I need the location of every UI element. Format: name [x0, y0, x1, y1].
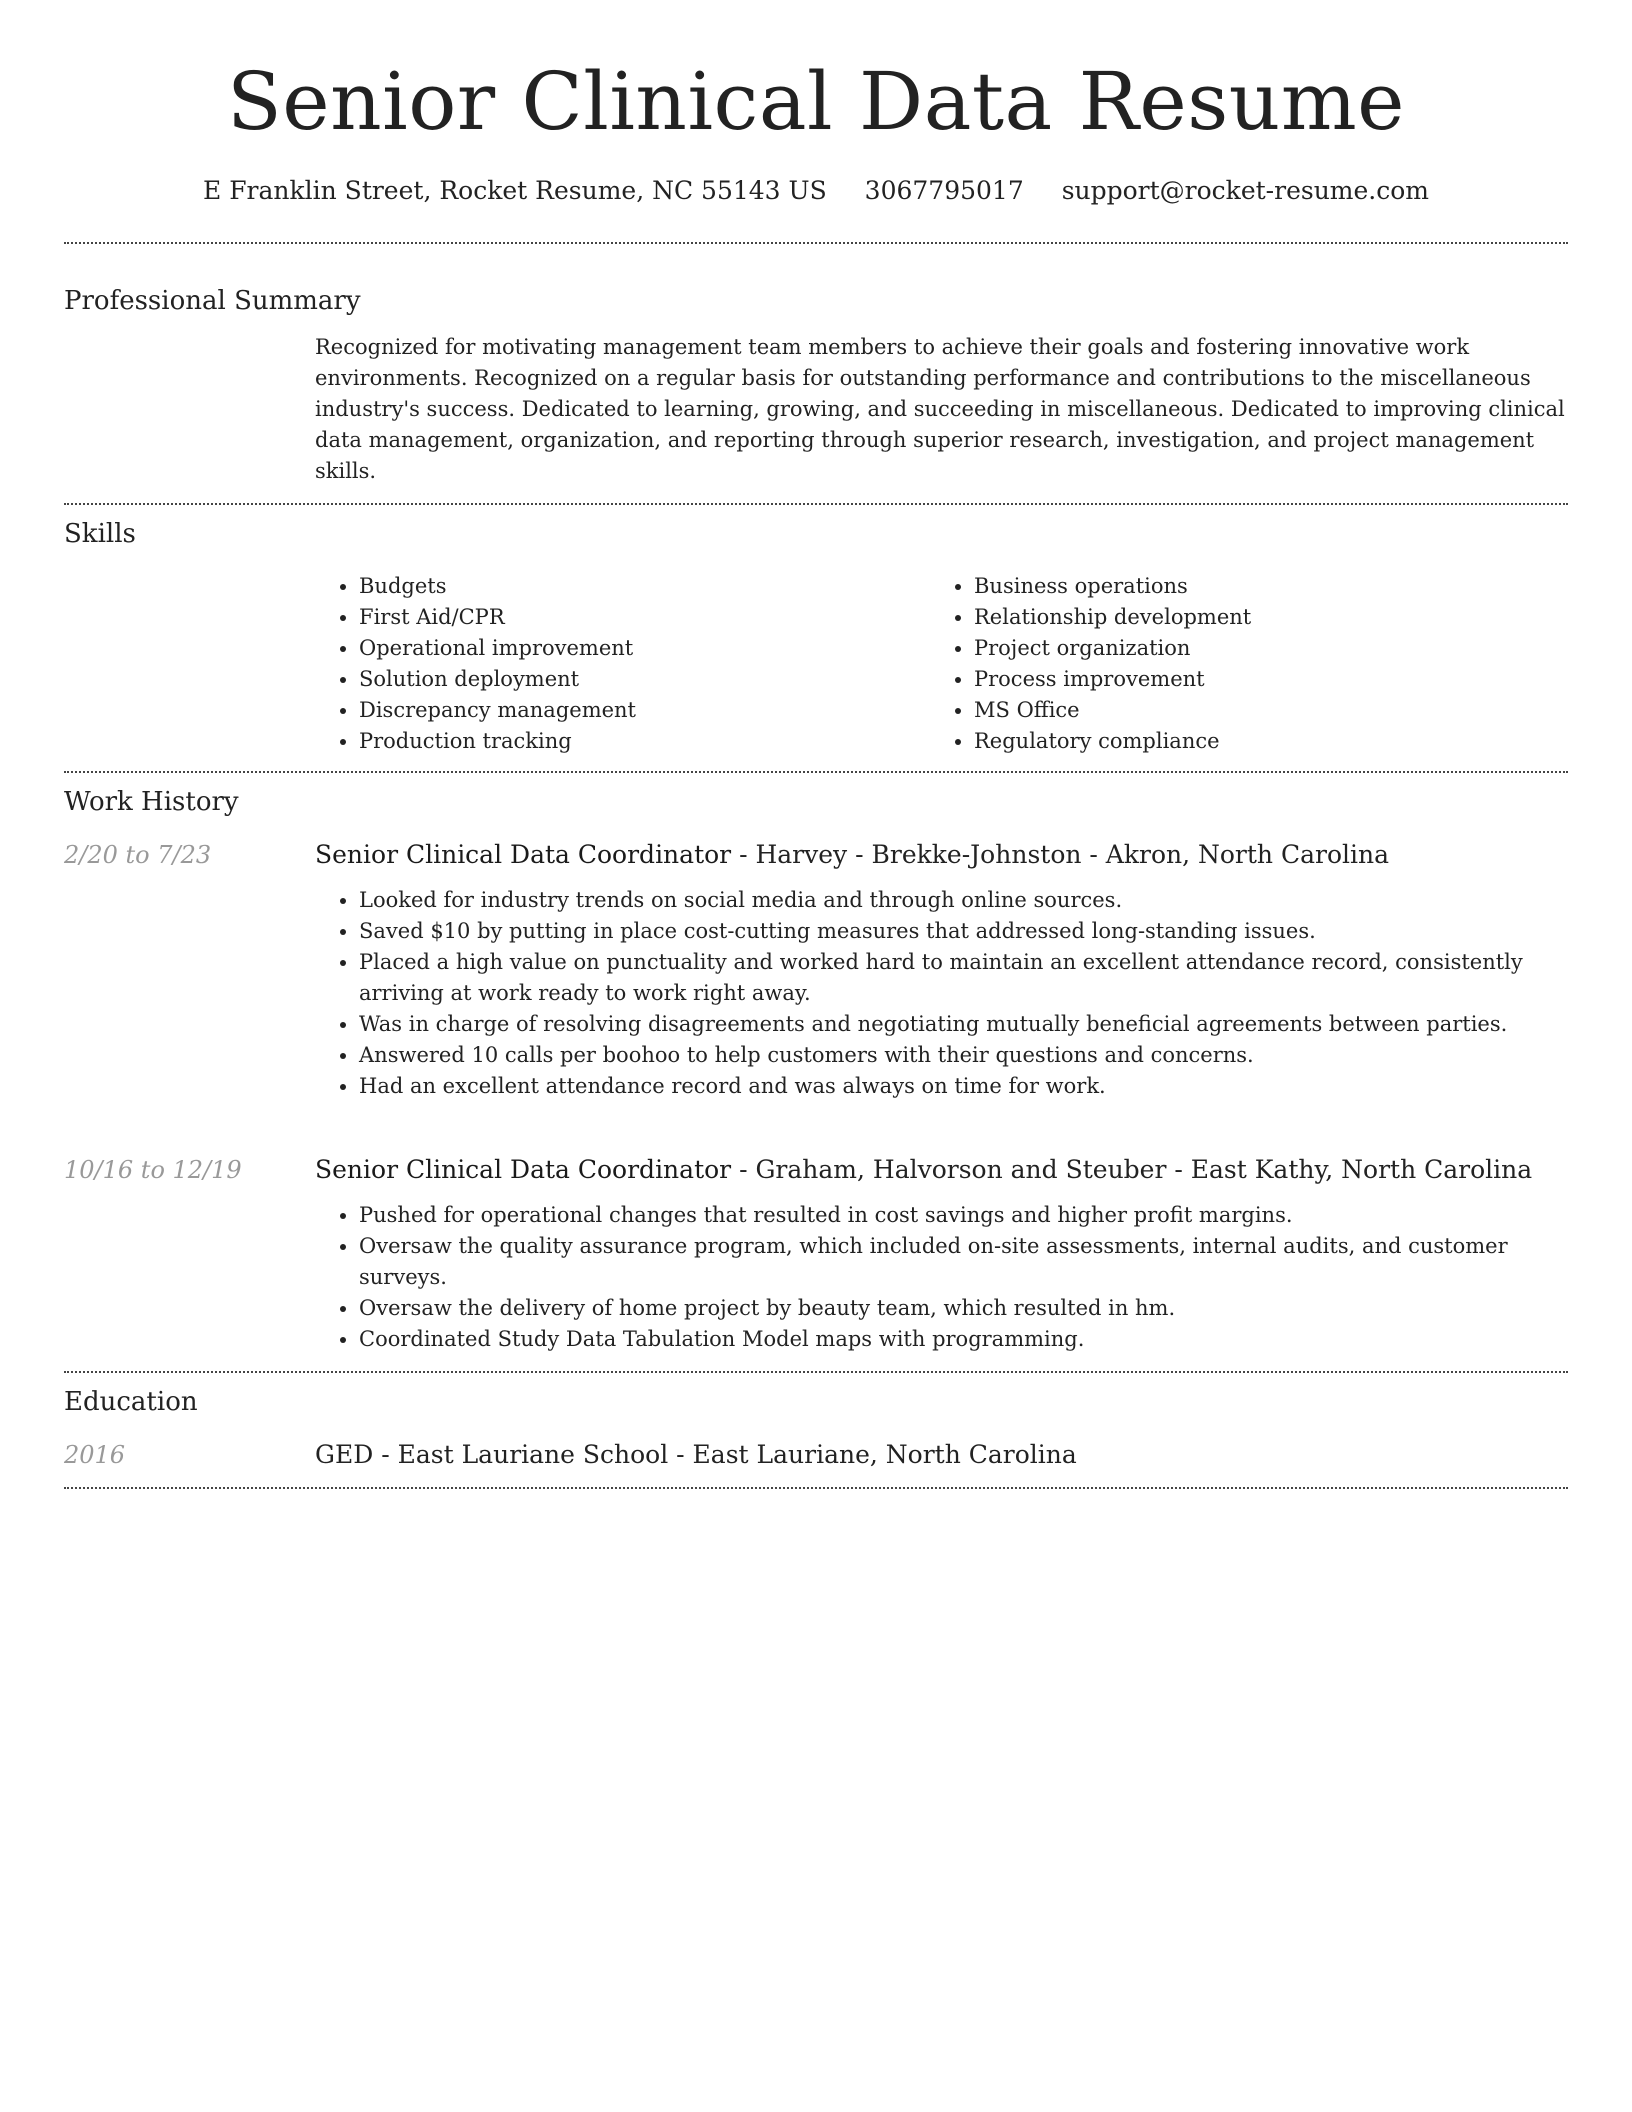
section-divider	[64, 503, 1568, 505]
work-history-heading: Work History	[64, 787, 239, 817]
job-bullet: • Placed a high value on punctuality and worked hard to maintain an excellent attendance record, consistently arriving at work ready to work right away.	[359, 947, 1568, 1009]
job-entry	[64, 1152, 1568, 1371]
skill-item: • Operational improvement	[359, 633, 930, 664]
job-dates: 10/16 to 12/19	[64, 1156, 242, 1184]
job-bullets	[315, 1200, 1568, 1371]
section-divider	[64, 242, 1568, 244]
skill-item: • Process improvement	[974, 664, 1545, 695]
summary-section	[64, 284, 1568, 503]
summary-text: Recognized for motivating management team members to achieve their goals and fostering innovative work environments. Recognized on a regular basis for outstanding performance and contributions to the miscellaneous industry's success. Dedicated to learning, growing, and succeeding in miscellaneous. Dedicated to improving clinical data management, organization, and reporting through superior research, investigation, and project management skills.	[315, 335, 1565, 483]
skill-item: • MS Office	[974, 695, 1545, 726]
section-divider	[64, 1371, 1568, 1373]
education-heading: Education	[64, 1387, 198, 1417]
education-year: 2016	[64, 1441, 126, 1469]
skill-item: • Budgets	[359, 571, 930, 602]
skill-item: • Project organization	[974, 633, 1545, 664]
job-dates: 2/20 to 7/23	[64, 841, 212, 869]
summary-heading: Professional Summary	[64, 286, 361, 316]
job-bullet: • Looked for industry trends on social media and through online sources.	[359, 885, 1568, 916]
skills-list-left	[315, 571, 930, 757]
job-bullet: • Oversaw the quality assurance program, which included on-site assessments, internal audits, and customer surveys.	[359, 1231, 1568, 1293]
skill-item: • Business operations	[974, 571, 1545, 602]
skill-item: • Regulatory compliance	[974, 726, 1545, 757]
job-title	[315, 1152, 1568, 1188]
job-bullet: • Saved $10 by putting in place cost-cutting measures that addressed long-standing issues.	[359, 916, 1568, 947]
job-title	[315, 837, 1568, 873]
contact-phone: 3067795017	[864, 176, 1024, 205]
job-details: - Harvey - Brekke-Johnston - Akron, North Carolina	[731, 840, 1390, 869]
skill-item: • Discrepancy management	[359, 695, 930, 726]
skill-item: • Production tracking	[359, 726, 930, 757]
education-entry: GED - East Lauriane School - East Lauriane, North Carolina	[315, 1440, 1077, 1469]
job-role: Senior Clinical Data Coordinator	[315, 840, 732, 869]
section-divider	[64, 1487, 1568, 1489]
job-bullets	[315, 885, 1568, 1112]
job-bullet: • Oversaw the delivery of home project by beauty team, which resulted in hm.	[359, 1293, 1568, 1324]
resume-header	[64, 0, 1568, 208]
job-bullet: • Was in charge of resolving disagreements and negotiating mutually beneficial agreements between parties.	[359, 1009, 1568, 1040]
contact-address: E Franklin Street, Rocket Resume, NC 55143 US	[203, 176, 827, 205]
skills-heading: Skills	[64, 519, 136, 549]
skill-item: • First Aid/CPR	[359, 602, 930, 633]
job-bullet: • Answered 10 calls per boohoo to help customers with their questions and concerns.	[359, 1040, 1568, 1071]
job-bullet: • Had an excellent attendance record and was always on time for work.	[359, 1071, 1568, 1102]
job-bullet: • Pushed for operational changes that resulted in cost savings and higher profit margins.	[359, 1200, 1568, 1231]
contact-email: support@rocket-resume.com	[1061, 176, 1429, 205]
skill-item: • Solution deployment	[359, 664, 930, 695]
skills-grid	[315, 571, 1568, 771]
skill-item: • Relationship development	[974, 602, 1545, 633]
job-details: - Graham, Halvorson and Steuber - East Kathy, North Carolina	[731, 1155, 1533, 1184]
skills-section	[64, 517, 1568, 771]
skills-list-right	[930, 571, 1545, 757]
contact-line	[64, 174, 1568, 208]
job-bullet: • Coordinated Study Data Tabulation Model maps with programming.	[359, 1324, 1568, 1355]
resume-name: Senior Clinical Data Resume	[226, 55, 1406, 148]
section-divider	[64, 771, 1568, 773]
education-section	[64, 1385, 1568, 1487]
job-entry	[64, 837, 1568, 1112]
job-role: Senior Clinical Data Coordinator	[315, 1155, 732, 1184]
work-history-section	[64, 785, 1568, 1371]
